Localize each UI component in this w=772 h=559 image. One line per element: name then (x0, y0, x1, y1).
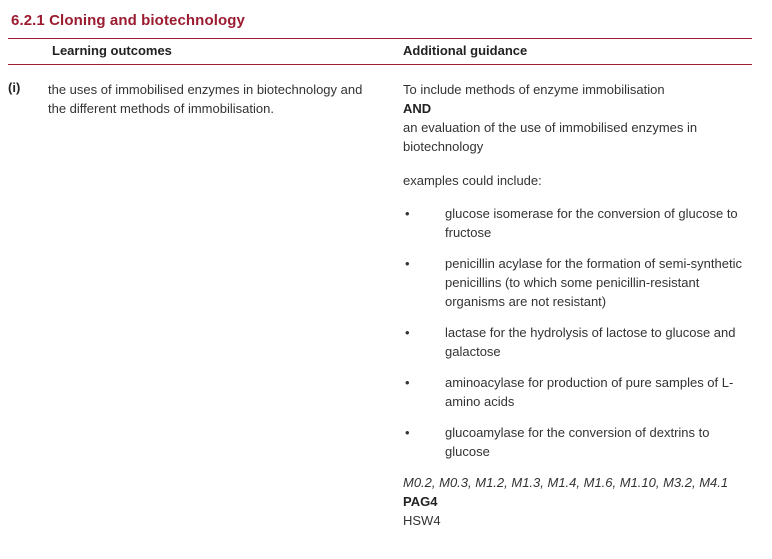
header-top-rule (8, 38, 752, 39)
section-title: 6.2.1 Cloning and biotechnology (11, 12, 245, 29)
bullet-icon: • (405, 425, 410, 440)
list-item (403, 254, 753, 311)
hsw-reference: HSW4 (403, 513, 441, 528)
example-text: glucose isomerase for the conversion of glucose to fructose (445, 206, 738, 240)
example-text: glucoamylase for the conversion of dextrins to glucose (445, 425, 710, 459)
guidance-column (403, 80, 753, 530)
examples-list (403, 204, 753, 461)
example-text: lactase for the hydrolysis of lactose to glucose and galactose (445, 325, 736, 359)
outcome-number: (i) (8, 80, 21, 95)
list-item (403, 423, 753, 461)
maths-references: M0.2, M0.3, M1.2, M1.3, M1.4, M1.6, M1.10, M3.2, M4.1 (403, 475, 729, 490)
outcome-text: the uses of immobilised enzymes in biotechnology and the different methods of immobilisation. (48, 82, 363, 116)
list-item (403, 323, 753, 361)
bullet-icon: • (405, 325, 410, 340)
example-text: penicillin acylase for the formation of semi-synthetic penicillins (to which some penicillin-resistant organisms are not resistant) (445, 256, 742, 309)
example-text: aminoacylase for production of pure samples of L-amino acids (445, 375, 734, 409)
examples-intro: examples could include: (403, 173, 542, 188)
bullet-icon: • (405, 375, 410, 390)
list-item (403, 204, 753, 242)
bullet-icon: • (405, 256, 410, 271)
learning-outcomes-header: Learning outcomes (52, 43, 172, 58)
guidance-intro: To include methods of enzyme immobilisation (403, 82, 665, 97)
bullet-icon: • (405, 206, 410, 221)
guidance-evaluation: an evaluation of the use of immobilised enzymes in biotechnology (403, 120, 698, 154)
pag-reference: PAG4 (403, 494, 438, 509)
list-item (403, 373, 753, 411)
header-bottom-rule (8, 64, 752, 65)
guidance-and: AND (403, 101, 432, 116)
additional-guidance-header: Additional guidance (403, 43, 528, 58)
